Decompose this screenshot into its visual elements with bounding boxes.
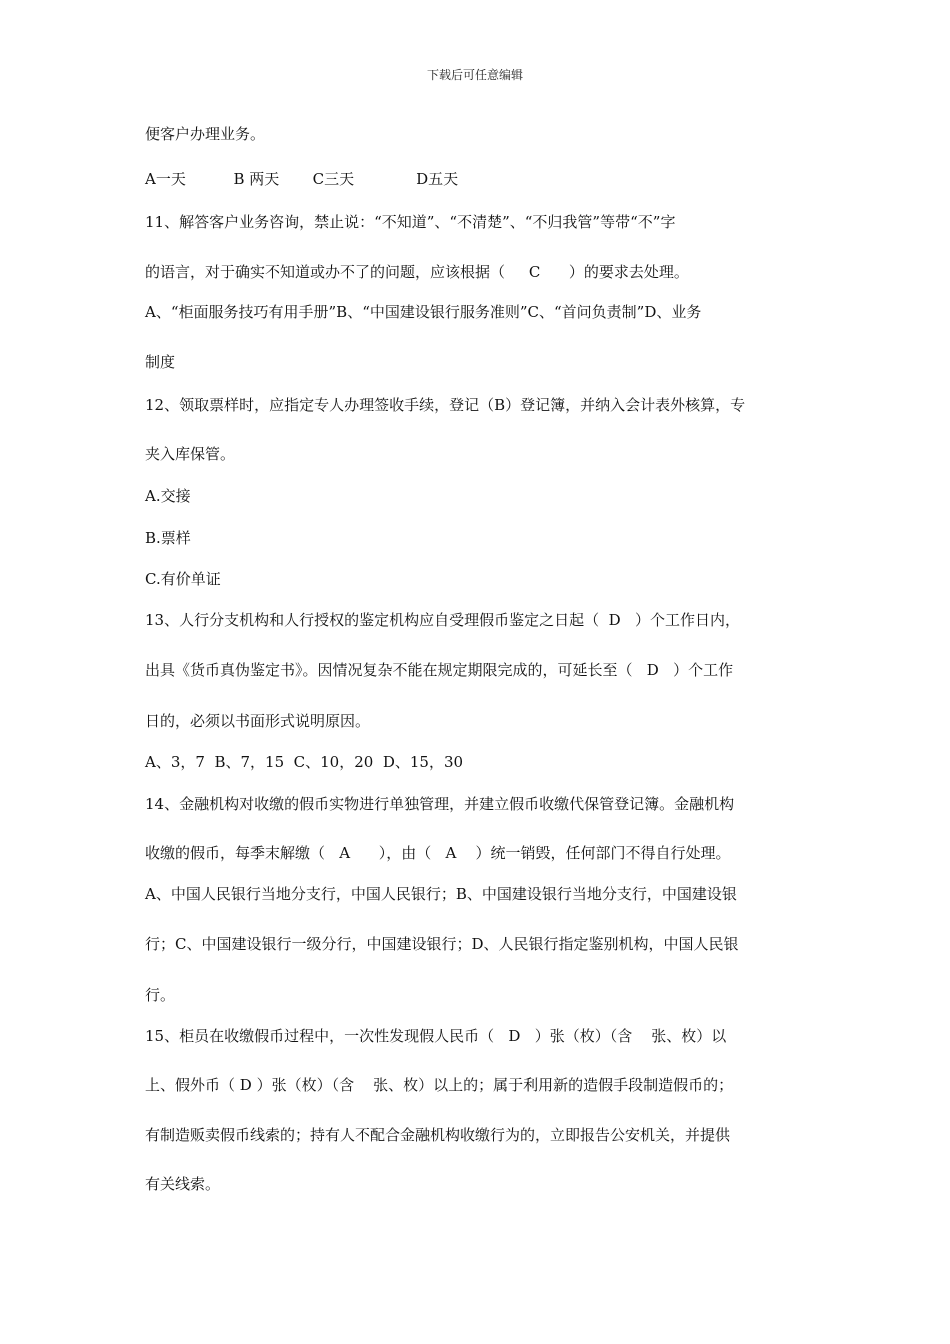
- option-line: B.票样: [145, 529, 191, 547]
- text-line: 日的，必须以书面形式说明原因。: [145, 712, 371, 730]
- text-line: 制度: [145, 353, 176, 371]
- text-line: 的语言，对于确实不知道或办不了的问题，应该根据（ C ）的要求去处理。: [145, 263, 689, 281]
- option-line: A一天 B 两天 C三天 D五天: [145, 170, 459, 188]
- text-line: 行。: [145, 986, 176, 1004]
- question-14-line: 14、金融机构对收缴的假币实物进行单独管理，并建立假币收缴代保管登记簿。金融机构: [145, 795, 735, 813]
- question-12-line: 12、领取票样时，应指定专人办理签收手续，登记（B）登记簿，并纳入会计表外核算，专: [145, 396, 746, 414]
- option-line: C.有价单证: [145, 570, 221, 588]
- text-line: 夹入库保管。: [145, 445, 236, 463]
- text-line: 便客户办理业务。: [145, 125, 266, 143]
- text-line: 上、假外币（ D ）张（枚）（含 张、枚）以上的；属于利用新的造假手段制造假币的；: [145, 1076, 734, 1094]
- option-line: A、“柜面服务技巧有用手册”B、“中国建设银行服务准则”C、“首问负责制”D、业务: [145, 303, 702, 321]
- question-13-line: 13、人行分支机构和人行授权的鉴定机构应自受理假币鉴定之日起（ D ）个工作日内，: [145, 611, 740, 629]
- option-line: A.交接: [145, 487, 191, 505]
- text-line: 出具《货币真伪鉴定书》。因情况复杂不能在规定期限完成的，可延长至（ D ）个工作: [145, 661, 734, 679]
- option-line: A、3，7 B、7，15 C、10，20 D、15，30: [145, 753, 464, 771]
- text-line: 收缴的假币，每季末解缴（ A ），由（ A ）统一销毁，任何部门不得自行处理。: [145, 844, 731, 862]
- text-line: 有关线索。: [145, 1175, 221, 1193]
- question-11-line: 11、解答客户业务咨询，禁止说：“不知道”、“不清楚”、“不归我管”等带“不”字: [145, 213, 676, 231]
- question-15-line: 15、柜员在收缴假币过程中，一次性发现假人民币（ D ）张（枚）（含 张、枚）以: [145, 1027, 727, 1045]
- page-header: 下载后可任意编辑: [426, 68, 523, 82]
- option-line: A、中国人民银行当地分支行，中国人民银行；B、中国建设银行当地分支行，中国建设银: [145, 885, 737, 903]
- text-line: 行；C、中国建设银行一级分行，中国建设银行；D、人民银行指定鉴别机构，中国人民银: [145, 935, 739, 953]
- text-line: 有制造贩卖假币线索的；持有人不配合金融机构收缴行为的，立即报告公安机关，并提供: [145, 1126, 731, 1144]
